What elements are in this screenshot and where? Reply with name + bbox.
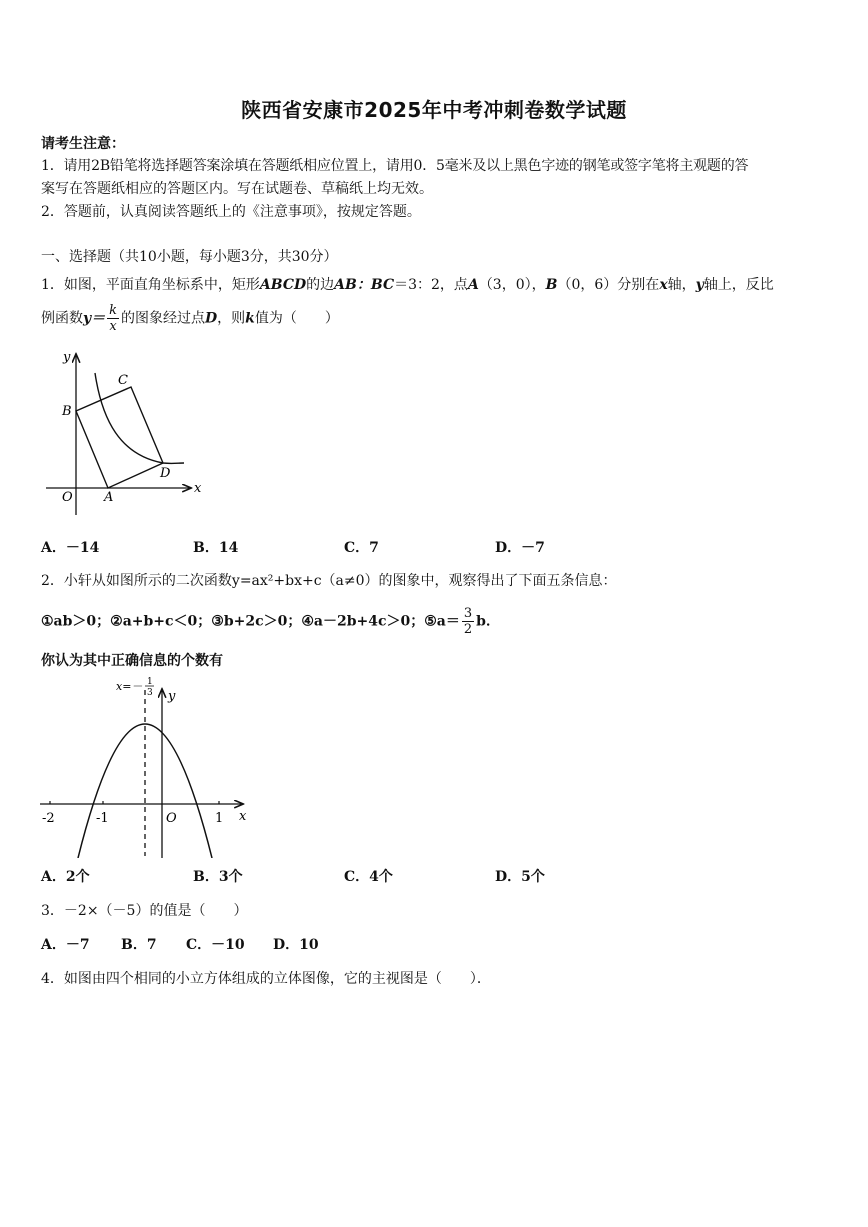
q2-line-3: 你认为其中正确信息的个数有: [41, 653, 223, 669]
q1-label-a: A: [104, 490, 114, 505]
q1-frac-den: x: [109, 319, 117, 334]
q2-option-c[interactable]: C．4个: [344, 869, 393, 885]
notice-item-2: 2．答题前，认真阅读答题纸上的《注意事项》，按规定答题。: [41, 204, 421, 220]
q2-fraction: [462, 606, 474, 637]
q2-tick-m2: -2: [42, 811, 55, 826]
q1-text: 的边: [306, 277, 335, 293]
q2-label-y: y: [168, 689, 176, 704]
q1-text: 轴，: [667, 277, 696, 293]
q1-label-o: O: [62, 490, 73, 505]
q1-line-2: [41, 303, 339, 334]
q1-label-d: D: [160, 466, 171, 481]
q2-info-text: ①ab＞0；②a+b+c＜0；③b+2c＞0；④a－2b+4c＞0；⑤a＝: [41, 613, 460, 630]
q1-option-a[interactable]: A．－14: [41, 540, 100, 556]
q1-k: k: [245, 310, 255, 327]
q2-frac-den: 2: [463, 622, 473, 637]
q1-label-x: x: [194, 481, 202, 496]
q1-x-axis: x: [659, 277, 668, 293]
q2-frac-num: 3: [463, 606, 473, 621]
q1-option-d[interactable]: D．－7: [495, 540, 545, 556]
q2-line-1: 2．小轩从如图所示的二次函数y=ax²+bx+c（a≠0）的图象中，观察得出了下面五条信息：: [41, 573, 617, 589]
page-title: 陕西省安康市2025年中考冲刺卷数学试题: [241, 98, 627, 122]
q2-option-d[interactable]: D．5个: [495, 869, 545, 885]
notice-heading: 请考生注意：: [41, 136, 125, 152]
q2-option-b[interactable]: B．3个: [193, 869, 243, 885]
q1-coord-b: （0，6）分别在: [557, 277, 660, 293]
q2-info-suffix: b．: [476, 613, 500, 630]
q3-option-d[interactable]: D．10: [273, 937, 319, 953]
q1-figure: [40, 345, 220, 520]
q1-frac-num: k: [109, 303, 118, 318]
q1-label-c: C: [118, 373, 128, 388]
q1-hyperbola: [95, 373, 184, 463]
q1-point-a: A: [467, 277, 479, 293]
notice-item-1-line-1: 1．请用2B铅笔将选择题答案涂填在答题纸相应位置上，请用0．5毫米及以上黑色字迹的钢笔或签字笔将主观题的答: [41, 158, 749, 174]
q2-axis-eq: x=－: [116, 680, 143, 693]
notice-item-1-line-2: 案写在答题纸相应的答题区内。写在试题卷、草稿纸上均无效。: [41, 181, 433, 197]
q4-line-1: 4．如图由四个相同的小立方体组成的立体图像，它的主视图是（ ）．: [41, 971, 491, 987]
q1-text: ，则: [217, 310, 246, 327]
q2-info-line: [41, 606, 500, 637]
q1-point-b: B: [545, 277, 558, 293]
q1-text: 轴上，反比: [703, 277, 774, 293]
q3-option-a[interactable]: A．－7: [41, 937, 90, 953]
q1-ratio: AB：BC: [334, 277, 395, 293]
q1-point-d: D: [205, 310, 218, 327]
q1-rect-name: ABCD: [259, 277, 307, 293]
q1-option-b[interactable]: B．14: [193, 540, 239, 556]
q2-label-o: O: [166, 811, 177, 826]
q2-option-a[interactable]: A．2个: [41, 869, 90, 885]
q1-text: 值为（ ）: [254, 310, 339, 327]
q1-label-y: y: [63, 350, 71, 365]
section-heading: 一、选择题（共10小题，每小题3分，共30分）: [41, 249, 338, 265]
q1-text: ＝3：2，点: [394, 277, 468, 293]
q2-tick-1: 1: [215, 811, 224, 826]
q2-tick-m1: -1: [96, 811, 109, 826]
q2-axis-den: 3: [147, 688, 153, 698]
q3-option-b[interactable]: B．7: [121, 937, 157, 953]
q1-coord-a: （3，0），: [478, 277, 546, 293]
q2-figure: [36, 676, 266, 858]
q1-fraction: [107, 303, 119, 334]
q1-option-c[interactable]: C．7: [344, 540, 379, 556]
q1-func-y: y＝: [83, 310, 106, 327]
q1-text: 1．如图，平面直角坐标系中，矩形: [41, 277, 260, 293]
q1-text: 例函数: [41, 310, 83, 327]
q3-line-1: 3．－2×（－5）的值是（ ）: [41, 903, 248, 919]
q1-line-1: [41, 274, 774, 294]
q1-y-axis: y: [695, 277, 704, 293]
q2-label-x: x: [239, 809, 247, 824]
q1-text: 的图象经过点: [121, 310, 206, 327]
q3-option-c[interactable]: C．－10: [186, 937, 245, 953]
q1-label-b: B: [62, 404, 72, 419]
q2-axis-num: 1: [147, 677, 153, 687]
